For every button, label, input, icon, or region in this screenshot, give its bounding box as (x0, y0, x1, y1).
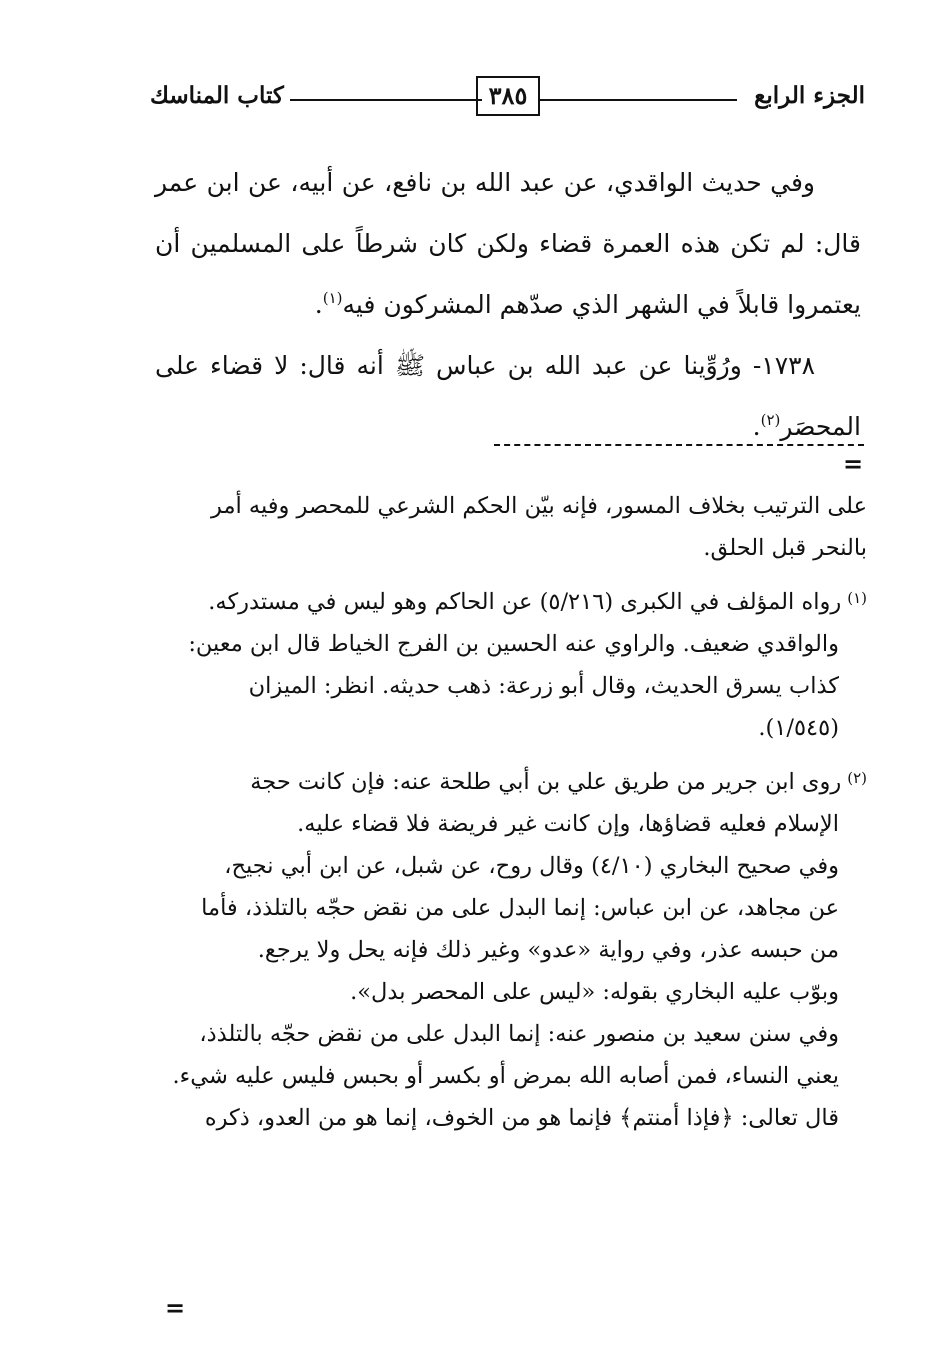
page-header (150, 76, 865, 124)
spacer (155, 749, 867, 757)
main-text (155, 152, 861, 457)
footnote-ref-2: (٢) (760, 411, 781, 429)
footnote-2-line: قال تعالى: ﴿فإذا أمنتم﴾ فإنما هو من الخوف، إنما هو من العدو، ذكره (204, 1105, 839, 1131)
header-rule-left (290, 99, 482, 101)
continuation-mark-bottom: = (165, 1293, 186, 1322)
footnote-separator (494, 444, 864, 446)
continued-note-line: بالنحر قبل الحلق. (703, 535, 867, 561)
footnotes (155, 485, 867, 1139)
spacer (155, 569, 867, 577)
paragraph-waqidi (155, 152, 861, 335)
continued-note-line: على الترتيب بخلاف المسور، فإنه بيّن الحكم الشرعي للمحصر وفيه أمر (211, 493, 867, 519)
header-rule-right (539, 99, 737, 101)
footnote-2-marker: (٢) (847, 769, 867, 787)
paragraph-1738-text: ١٧٣٨- ورُوِّينا عن عبد الله بن عباس ﷺ أنه قال: لا قضاء على المحصَر (155, 351, 861, 441)
footnote-ref-1: (١) (322, 289, 343, 307)
footnote-2-line: يعني النساء، فمن أصابه الله بمرض أو بكسر أو بحبس فليس عليه شيء. (172, 1063, 839, 1089)
footnote-2-line: وفي سنن سعيد بن منصور عنه: إنما البدل على من نقض حجّه بالتلذذ، (199, 1021, 839, 1047)
footnote-2-line: وفي صحيح البخاري (٤/١٠) وقال روح، عن شبل، عن ابن أبي نجيح، (224, 853, 839, 879)
page-number: ٣٨٥ (476, 76, 540, 116)
footnote-2-line: من حبسه عذر، وفي رواية «عدو» وغير ذلك فإنه يحل ولا يرجع. (257, 937, 839, 963)
volume-title: الجزء الرابع (754, 82, 865, 109)
continuation-mark-top: = (843, 449, 864, 478)
paragraph-waqidi-text: وفي حديث الواقدي، عن عبد الله بن نافع، عن أبيه، عن ابن عمر قال: لم تكن هذه العمرة قضاء ولكن كان شرطاً على المسلمين أن يعتمروا قابلاً في الشهر الذي صدّهم المشركون فيه (155, 168, 861, 319)
footnote-2-line (155, 757, 867, 803)
footnote-1-text: رواه المؤلف في الكبرى (٥/٢١٦) عن الحاكم وهو ليس في مستدركه. (208, 589, 842, 615)
footnote-2-text: روى ابن جرير من طريق علي بن أبي طلحة عنه: فإن كانت حجة (250, 769, 842, 795)
book-title: كتاب المناسك (150, 82, 284, 109)
footnote-1-line (155, 577, 867, 623)
paragraph-1738 (155, 335, 861, 457)
footnote-2-line: الإسلام فعليه قضاؤها، وإن كانت غير فريضة فلا قضاء عليه. (297, 811, 839, 837)
footnote-1-marker: (١) (847, 589, 867, 607)
paragraph-1738-end: . (752, 412, 761, 441)
paragraph-waqidi-end: . (314, 290, 323, 319)
footnote-2-line: وبوّب عليه البخاري بقوله: «ليس على المحصر بدل». (350, 979, 839, 1005)
footnote-1-line: والواقدي ضعيف. والراوي عنه الحسين بن الفرج الخياط قال ابن معين: (188, 631, 839, 657)
footnote-1-line: (١/٥٤٥). (758, 715, 839, 741)
footnote-2-line: عن مجاهد، عن ابن عباس: إنما البدل على من نقض حجّه بالتلذذ، فأما (201, 895, 839, 921)
footnote-1-line: كذاب يسرق الحديث، وقال أبو زرعة: ذهب حديثه. انظر: الميزان (248, 673, 839, 699)
